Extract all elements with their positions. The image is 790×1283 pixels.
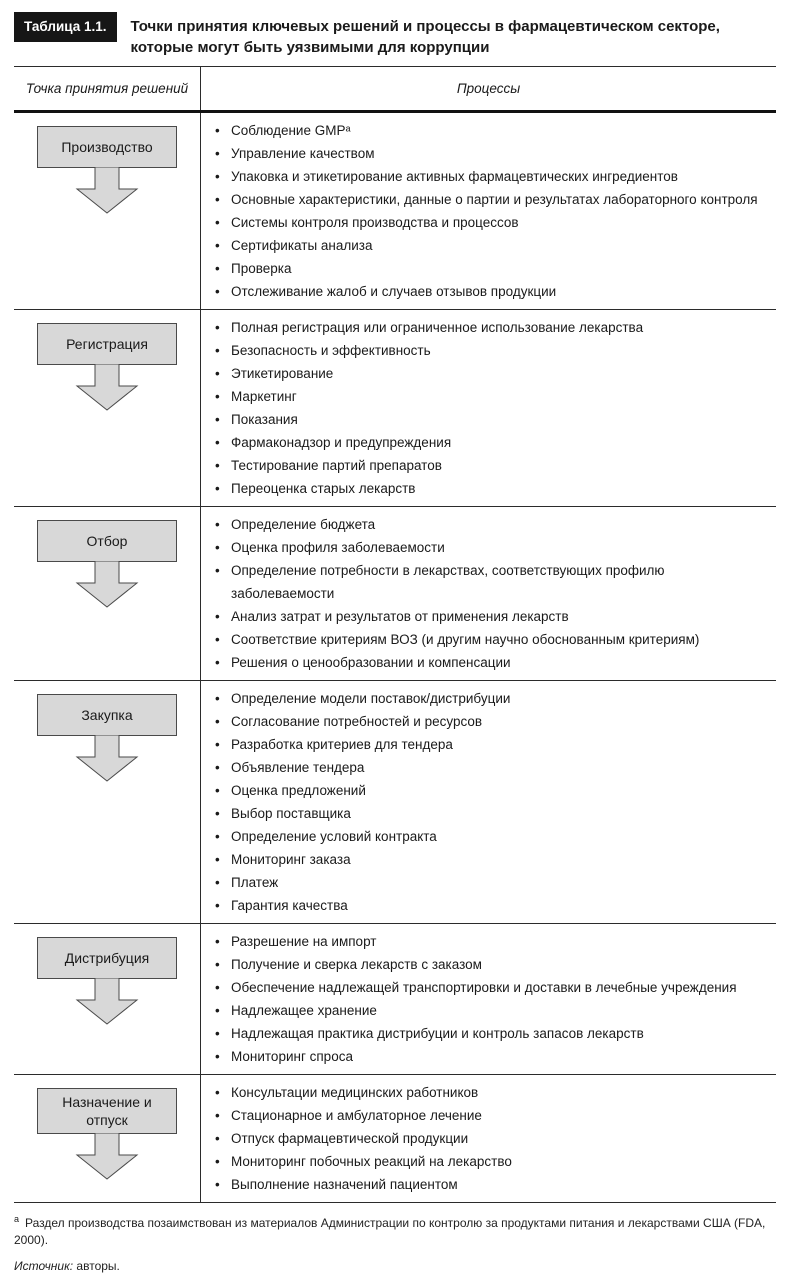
process-list <box>201 310 776 506</box>
process-text: Упаковка и этикетирование активных фармацевтических ингредиентов <box>231 169 678 184</box>
process-item <box>213 651 768 674</box>
source-label: Источник: <box>14 1259 74 1273</box>
process-item <box>213 1173 768 1196</box>
down-arrow-icon <box>71 167 143 215</box>
decision-point-label: Закупка <box>37 694 177 736</box>
process-list <box>201 1075 776 1202</box>
process-item <box>213 802 768 825</box>
process-item <box>213 953 768 976</box>
bullet-icon: • <box>215 714 220 729</box>
bullet-icon: • <box>215 435 220 450</box>
process-text: Консультации медицинских работников <box>231 1085 479 1100</box>
down-arrow-icon <box>71 561 143 609</box>
bullet-icon: • <box>215 1003 220 1018</box>
process-item <box>213 385 768 408</box>
bullet-icon: • <box>215 343 220 358</box>
process-text: Выбор поставщика <box>231 806 351 821</box>
bullet-icon: • <box>215 1177 220 1192</box>
process-text: Получение и сверка лекарств с заказом <box>231 957 482 972</box>
bullet-icon: • <box>215 238 220 253</box>
process-text: Стационарное и амбулаторное лечение <box>231 1108 482 1123</box>
bullet-icon: • <box>215 563 220 578</box>
bullet-icon: • <box>215 215 220 230</box>
process-item <box>213 894 768 917</box>
decision-point-cell <box>14 310 201 506</box>
process-item <box>213 1022 768 1045</box>
process-text: Основные характеристики, данные о партии и результатах лабораторного контроля <box>231 192 758 207</box>
process-text: Решения о ценообразовании и компенсации <box>231 655 511 670</box>
process-item <box>213 234 768 257</box>
process-item <box>213 930 768 953</box>
decision-point-label: Дистрибуция <box>37 937 177 979</box>
bullet-icon: • <box>215 1131 220 1146</box>
decision-process-table <box>14 66 776 1203</box>
process-item <box>213 1127 768 1150</box>
bullet-icon: • <box>215 806 220 821</box>
process-text: Гарантия качества <box>231 898 348 913</box>
table-row <box>14 681 776 924</box>
process-list <box>201 681 776 923</box>
column-header-processes: Процессы <box>456 81 521 96</box>
footnote <box>14 1211 776 1249</box>
decision-point-cell <box>14 113 201 309</box>
process-item <box>213 165 768 188</box>
decision-point-label: Производство <box>37 126 177 168</box>
process-text: Определение условий контракта <box>231 829 437 844</box>
footnote-marker: a <box>14 1214 20 1224</box>
process-item <box>213 536 768 559</box>
table-row <box>14 507 776 681</box>
process-text: Согласование потребностей и ресурсов <box>231 714 483 729</box>
bullet-icon: • <box>215 458 220 473</box>
process-item <box>213 142 768 165</box>
bullet-icon: • <box>215 366 220 381</box>
process-text: Тестирование партий препаратов <box>231 458 442 473</box>
process-text: Полная регистрация или ограниченное использование лекарства <box>231 320 644 335</box>
process-item <box>213 339 768 362</box>
table-caption <box>14 12 776 58</box>
bullet-icon: • <box>215 1085 220 1100</box>
process-item <box>213 1150 768 1173</box>
bullet-icon: • <box>215 192 220 207</box>
process-item <box>213 362 768 385</box>
table-body <box>14 113 776 1203</box>
process-item <box>213 431 768 454</box>
process-text: Разработка критериев для тендера <box>231 737 453 752</box>
bullet-icon: • <box>215 284 220 299</box>
process-item <box>213 408 768 431</box>
decision-point-label: Отбор <box>37 520 177 562</box>
process-text: Платеж <box>231 875 279 890</box>
process-text: Этикетирование <box>231 366 334 381</box>
process-item <box>213 871 768 894</box>
process-list <box>201 924 776 1074</box>
process-item <box>213 257 768 280</box>
process-item <box>213 687 768 710</box>
process-item <box>213 848 768 871</box>
process-item <box>213 188 768 211</box>
process-text: Определение бюджета <box>231 517 376 532</box>
process-item <box>213 1104 768 1127</box>
bullet-icon: • <box>215 691 220 706</box>
bullet-icon: • <box>215 1026 220 1041</box>
process-text: Мониторинг спроса <box>231 1049 353 1064</box>
process-text: Показания <box>231 412 298 427</box>
bullet-icon: • <box>215 898 220 913</box>
bullet-icon: • <box>215 1049 220 1064</box>
process-text: Маркетинг <box>231 389 297 404</box>
process-item <box>213 211 768 234</box>
decision-point-label: Назначение и отпуск <box>37 1088 177 1134</box>
process-text: Мониторинг заказа <box>231 852 351 867</box>
bullet-icon: • <box>215 123 220 138</box>
decision-point-label: Регистрация <box>37 323 177 365</box>
process-text: Отслеживание жалоб и случаев отзывов продукции <box>231 284 557 299</box>
table-number-label: Таблица 1.1. <box>14 12 117 42</box>
column-header-decision-point: Точка принятия решений <box>14 67 201 110</box>
decision-point-cell <box>14 507 201 680</box>
bullet-icon: • <box>215 980 220 995</box>
process-text: Анализ затрат и результатов от применения лекарств <box>231 609 569 624</box>
footnote-text: Раздел производства позаимствован из материалов Администрации по контролю за продуктами питания и лекарствами США (FDA, 2000). <box>14 1216 766 1247</box>
process-text: Оценка профиля заболеваемости <box>231 540 445 555</box>
bullet-icon: • <box>215 632 220 647</box>
process-text: Сертификаты анализа <box>231 238 373 253</box>
table-title: Точки принятия ключевых решений и процессы в фармацевтическом секторе, которые могут быть уязвимыми для коррупции <box>130 18 720 56</box>
process-item <box>213 825 768 848</box>
process-item <box>213 710 768 733</box>
bullet-icon: • <box>215 1154 220 1169</box>
table-row <box>14 924 776 1075</box>
down-arrow-icon <box>71 735 143 783</box>
bullet-icon: • <box>215 481 220 496</box>
process-text: Соблюдение GMPᵃ <box>231 123 351 138</box>
process-text: Выполнение назначений пациентом <box>231 1177 458 1192</box>
process-text: Переоценка старых лекарств <box>231 481 416 496</box>
process-text: Определение потребности в лекарствах, соответствующих профилю заболеваемости <box>231 563 665 601</box>
process-text: Отпуск фармацевтической продукции <box>231 1131 469 1146</box>
process-text: Определение модели поставок/дистрибуции <box>231 691 511 706</box>
bullet-icon: • <box>215 760 220 775</box>
down-arrow-icon <box>71 1133 143 1181</box>
process-text: Оценка предложений <box>231 783 366 798</box>
bullet-icon: • <box>215 320 220 335</box>
process-item <box>213 733 768 756</box>
process-text: Фармаконадзор и предупреждения <box>231 435 452 450</box>
process-item <box>213 628 768 651</box>
bullet-icon: • <box>215 540 220 555</box>
bullet-icon: • <box>215 829 220 844</box>
process-item <box>213 976 768 999</box>
process-item <box>213 316 768 339</box>
process-text: Надлежащее хранение <box>231 1003 377 1018</box>
source-line <box>14 1259 776 1273</box>
process-item <box>213 1081 768 1104</box>
decision-point-cell <box>14 681 201 923</box>
down-arrow-icon <box>71 978 143 1026</box>
bullet-icon: • <box>215 934 220 949</box>
column-header-row <box>14 67 776 113</box>
bullet-icon: • <box>215 412 220 427</box>
process-item <box>213 454 768 477</box>
process-text: Соответствие критериям ВОЗ (и другим научно обоснованным критериям) <box>231 632 700 647</box>
bullet-icon: • <box>215 609 220 624</box>
process-item <box>213 559 768 605</box>
bullet-icon: • <box>215 169 220 184</box>
bullet-icon: • <box>215 875 220 890</box>
process-item <box>213 779 768 802</box>
process-item <box>213 280 768 303</box>
bullet-icon: • <box>215 783 220 798</box>
table-row <box>14 1075 776 1203</box>
table-row <box>14 113 776 310</box>
table-row <box>14 310 776 507</box>
process-text: Проверка <box>231 261 292 276</box>
process-item <box>213 1045 768 1068</box>
decision-point-cell <box>14 1075 201 1202</box>
process-list <box>201 113 776 309</box>
process-item <box>213 477 768 500</box>
process-text: Обеспечение надлежащей транспортировки и доставки в лечебные учреждения <box>231 980 737 995</box>
bullet-icon: • <box>215 1108 220 1123</box>
process-item <box>213 605 768 628</box>
process-item <box>213 756 768 779</box>
source-text: авторы. <box>76 1259 120 1273</box>
process-text: Управление качеством <box>231 146 375 161</box>
process-text: Надлежащая практика дистрибуции и контроль запасов лекарств <box>231 1026 644 1041</box>
bullet-icon: • <box>215 261 220 276</box>
process-text: Безопасность и эффективность <box>231 343 431 358</box>
process-item <box>213 999 768 1022</box>
process-text: Объявление тендера <box>231 760 365 775</box>
bullet-icon: • <box>215 146 220 161</box>
process-text: Системы контроля производства и процессов <box>231 215 519 230</box>
decision-point-cell <box>14 924 201 1074</box>
bullet-icon: • <box>215 389 220 404</box>
bullet-icon: • <box>215 852 220 867</box>
bullet-icon: • <box>215 737 220 752</box>
process-text: Мониторинг побочных реакций на лекарство <box>231 1154 512 1169</box>
process-list <box>201 507 776 680</box>
process-text: Разрешение на импорт <box>231 934 377 949</box>
process-item <box>213 119 768 142</box>
down-arrow-icon <box>71 364 143 412</box>
bullet-icon: • <box>215 957 220 972</box>
process-item <box>213 513 768 536</box>
bullet-icon: • <box>215 655 220 670</box>
bullet-icon: • <box>215 517 220 532</box>
